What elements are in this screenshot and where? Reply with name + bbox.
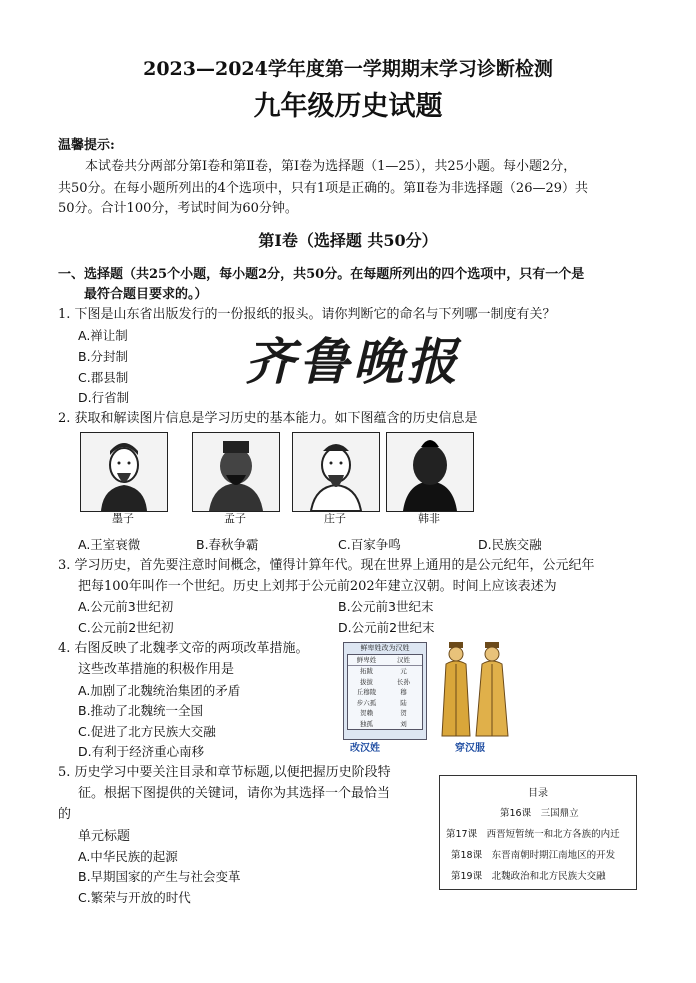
surname-table-header <box>348 655 422 666</box>
caption-zhuangzi: 庄子 <box>324 512 346 525</box>
han-surname: 陆 <box>400 698 407 707</box>
surname-table-row <box>348 708 422 719</box>
q3-option-d: D.公元前2世纪末 <box>338 620 435 635</box>
q5-option-c: C.繁荣与开放的时代 <box>78 890 191 905</box>
surname-table-row <box>348 719 422 730</box>
q2-option-d: D.民族交融 <box>478 537 542 552</box>
toc-lesson-18: 第18课 东晋南朝时期江南地区的开发 <box>451 850 616 861</box>
surname-table-title: 鲜卑姓改为汉姓 <box>360 644 410 652</box>
xianbei-surname: 丘穆陵 <box>356 688 377 696</box>
q5-line-3: 的 <box>58 807 72 822</box>
newspaper-masthead: 齐鲁晚报 <box>245 332 461 391</box>
q2-stem: 2. 获取和解读图片信息是学习历史的基本能力。如下图蕴含的历史信息是 <box>58 411 478 426</box>
toc-lesson-16: 第16课 三国鼎立 <box>500 808 579 819</box>
surname-table-row <box>348 677 422 688</box>
toc-title: 目录 <box>528 788 548 799</box>
surname-table-row <box>348 666 422 677</box>
surname-header-xianbei: 鲜卑姓 <box>356 656 377 664</box>
q4-line-1: 4. 右图反映了北魏孝文帝的两项改革措施。 <box>58 641 309 656</box>
surname-table-row <box>348 698 422 709</box>
q3-option-c: C.公元前2世纪初 <box>78 620 174 635</box>
table-of-contents <box>439 775 637 890</box>
surname-table-row <box>348 687 422 698</box>
notice-line-3: 50分。合计100分，考试时间为60分钟。 <box>58 201 298 216</box>
q4-option-b: B.推动了北魏统一全国 <box>78 703 204 718</box>
q1-stem: 1. 下图是山东省出版发行的一份报纸的报头。请你判断它的命名与下列哪一制度有关？ <box>58 307 556 322</box>
q5-option-b: B.早期国家的产生与社会变革 <box>78 869 241 884</box>
notice-line-1: 本试卷共分两部分第Ⅰ卷和第Ⅱ卷，第Ⅰ卷为选择题（1—25），共25小题。每小题2分， <box>85 159 577 174</box>
q5-line-1: 5. 历史学习中要关注目录和章节标题,以便把握历史阶段特 <box>58 765 391 780</box>
q5-option-a: A.中华民族的起源 <box>78 849 178 864</box>
q1-option-c: C.郡县制 <box>78 370 129 385</box>
q5-line-4: 单元标题 <box>78 829 131 844</box>
part1-instruction-2: 最符合题目要求的。） <box>84 287 208 302</box>
q3-line-2: 把每100年叫作一个世纪。历史上刘邦于公元前202年建立汉朝。时间上应该表述为 <box>78 579 557 594</box>
part1-instruction-1: 一、选择题（共25个小题，每小题2分，共50分。在每题所列出的四个选项中，只有一个是 <box>58 267 585 282</box>
han-surname: 刘 <box>400 719 407 728</box>
han-surname: 穆 <box>400 688 407 696</box>
caption-mengzi: 孟子 <box>224 512 246 525</box>
subject-title: 九年级历史试题 <box>253 91 443 122</box>
portrait-mozi <box>80 432 168 512</box>
notice-line-2: 共50分。在每小题所列出的4个选项中，只有1项是正确的。第Ⅱ卷为非选择题（26—29）共 <box>58 181 589 196</box>
part1-title: 第Ⅰ卷（选择题 共50分） <box>258 231 438 250</box>
surname-table-body <box>347 654 423 730</box>
q4-option-d: D.有利于经济重心南移 <box>78 744 205 759</box>
toc-lesson-17: 第17课 西晋短暂统一和北方各族的内迁 <box>446 829 620 840</box>
q4-option-a: A.加剧了北魏统治集团的矛盾 <box>78 683 241 698</box>
q2-option-b: B.春秋争霸 <box>196 537 259 552</box>
q2-option-a: A.王室衰微 <box>78 537 141 552</box>
q1-option-a: A.禅让制 <box>78 328 128 343</box>
label-wear-han-clothing: 穿汉服 <box>455 743 485 754</box>
han-surname: 贺 <box>400 709 407 717</box>
xianbei-surname: 独孤 <box>360 719 373 728</box>
q3-option-a: A.公元前3世纪初 <box>78 599 174 614</box>
caption-mozi: 墨子 <box>112 512 134 525</box>
portrait-zhuangzi <box>292 432 380 512</box>
surname-header-han: 汉姓 <box>397 656 410 664</box>
surname-table <box>343 642 427 740</box>
han-surname: 元 <box>400 667 407 675</box>
xianbei-surname: 步六孤 <box>356 698 377 707</box>
notice-label: 温馨提示: <box>58 138 115 153</box>
q2-option-c: C.百家争鸣 <box>338 537 401 552</box>
q4-line-2: 这些改革措施的积极作用是 <box>78 662 235 677</box>
han-clothing-figures <box>438 640 514 740</box>
q4-option-c: C.促进了北方民族大交融 <box>78 724 216 739</box>
han-surname: 长孙 <box>397 677 410 686</box>
portrait-hanfei <box>386 432 474 512</box>
q1-option-d: D.行省制 <box>78 390 130 405</box>
xianbei-surname: 贺赖 <box>360 709 373 717</box>
xianbei-surname: 拔拔 <box>360 677 373 686</box>
q1-option-b: B.分封制 <box>78 349 129 364</box>
toc-lesson-19: 第19课 北魏政治和北方民族大交融 <box>451 871 606 882</box>
q3-line-1: 3. 学习历史，首先要注意时间概念，懂得计算年代。现在世界上通用的是公元纪年，公元纪年 <box>58 558 595 573</box>
portrait-mengzi <box>192 432 280 512</box>
exam-title: 2023—2024学年度第一学期期末学习诊断检测 <box>143 58 553 80</box>
xianbei-surname: 拓跋 <box>360 667 373 675</box>
label-adopt-han-surname: 改汉姓 <box>350 743 380 754</box>
caption-hanfei: 韩非 <box>418 512 440 525</box>
q5-line-2: 征。根据下图提供的关键词，请你为其选择一个最恰当 <box>78 786 391 801</box>
q3-option-b: B.公元前3世纪末 <box>338 599 434 614</box>
